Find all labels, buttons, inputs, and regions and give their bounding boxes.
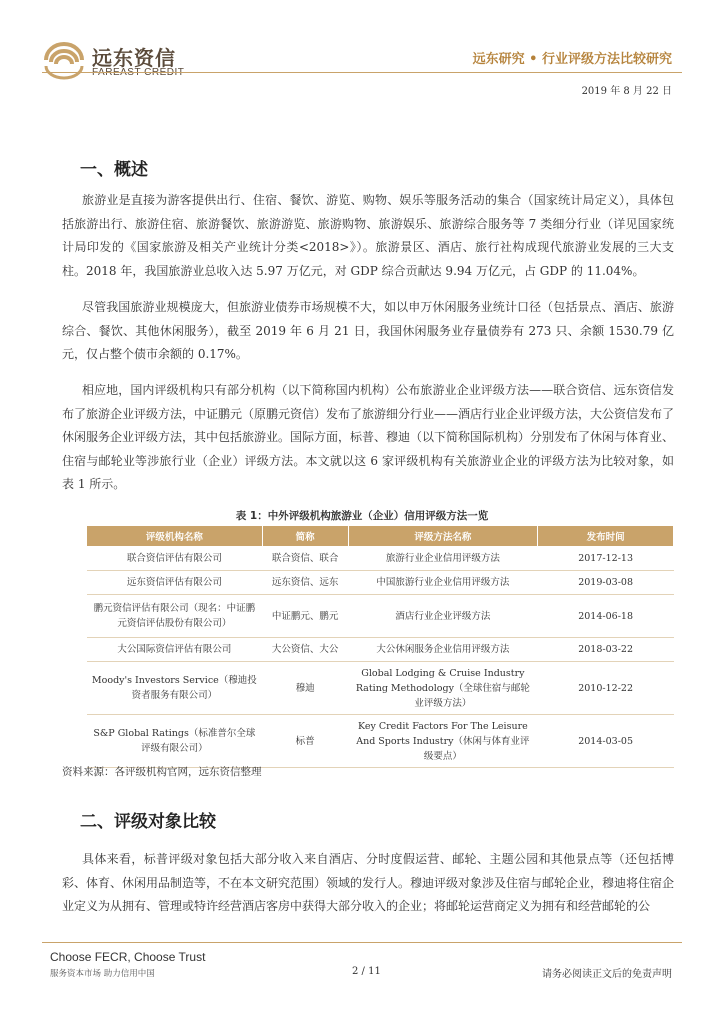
table-cell: 穆迪: [262, 662, 348, 715]
paragraph: 具体来看，标普评级对象包括大部分收入来自酒店、分时度假运营、邮轮、主题公园和其他景点等（还包括博彩、体育、休闲用品制造等，不在本文研究范围）领域的发行人。穆迪评级对象涉及住宿与邮轮企业，穆迪将住宿企业定义为从拥有、管理或特许经营酒店客房中获得大部分收入的企业；将邮轮运营商定义为拥有和经营邮轮的公: [62, 852, 675, 913]
paragraph: 尽管我国旅游业规模庞大，但旅游业债券市场规模不大，如以申万休闲服务业统计口径（包括景点、酒店、旅游综合、餐饮、其他休闲服务），截至 2019 年 6 月 21 日，我国休闲服务业存量债券有 273 只、余额 1530.79 亿元，仅占整个债市余额的 0.17%。: [62, 300, 674, 361]
table-cell: 2019-03-08: [538, 571, 674, 595]
table-cell: 2014-03-05: [538, 715, 674, 768]
page-number: 2 / 11: [352, 966, 381, 977]
section-heading-overview: 一、概述: [80, 160, 148, 180]
table-caption: 表 1：中外评级机构旅游业（企业）信用评级方法一览: [235, 510, 489, 522]
footer-divider: [42, 942, 682, 943]
table-cell: 鹏元资信评估有限公司（现名：中证鹏元资信评估股份有限公司）: [87, 595, 263, 638]
column-header: 评级机构名称: [87, 526, 263, 547]
table-cell: 2010-12-22: [538, 662, 674, 715]
paragraph: 相应地，国内评级机构只有部分机构（以下简称国内机构）公布旅游业企业评级方法——联合资信、远东资信发布了旅游企业评级方法，中证鹏元（原鹏元资信）发布了旅游细分行业——酒店行业企业评级方法，大公资信发布了休闲服务企业评级方法，其中包括旅游业。国际方面，标普、穆迪（以下简称国际机构）分别发布了休闲与体育业、住宿与邮轮业等涉旅行业（企业）评级方法。本文就以这 6 家评级机构有关旅游业企业的评级方法为比较对象，如表 1 所示。: [62, 383, 675, 491]
table-cell: Key Credit Factors For The Leisure And Sports Industry（休闲与体育业评级要点）: [348, 715, 538, 768]
footer-subslogan: 服务资本市场 助力信用中国: [50, 969, 155, 979]
header-divider: [42, 72, 682, 73]
section-heading-rating-objects: 二、评级对象比较: [80, 812, 216, 832]
footer-slogan: Choose FECR, Choose Trust: [50, 950, 206, 964]
table-cell: 酒店行业企业评级方法: [348, 595, 538, 638]
table-cell: Moody's Investors Service（穆迪投资者服务有限公司）: [87, 662, 263, 715]
table-cell: 大公国际资信评估有限公司: [87, 638, 263, 662]
table-cell: 远东资信、远东: [262, 571, 348, 595]
table-cell: 中国旅游行业企业信用评级方法: [348, 571, 538, 595]
table-cell: 远东资信评估有限公司: [87, 571, 263, 595]
table-row: [87, 595, 674, 638]
table-cell: 大公休闲服务企业信用评级方法: [348, 638, 538, 662]
table-cell: 大公资信、大公: [262, 638, 348, 662]
table-cell: 联合资信、联合: [262, 547, 348, 571]
rating-methods-table: [86, 525, 674, 768]
table-row: [87, 662, 674, 715]
table-row: [87, 715, 674, 768]
table-cell: 中证鹏元、鹏元: [262, 595, 348, 638]
table-cell: 标普: [262, 715, 348, 768]
report-series-title: 远东研究 • 行业评级方法比较研究: [472, 52, 672, 67]
logo-mark-icon: [42, 40, 86, 80]
table-cell: 2017-12-13: [538, 547, 674, 571]
table-cell: Global Lodging & Cruise Industry Rating Methodology（全球住宿与邮轮业评级方法）: [348, 662, 538, 715]
disclaimer-note: 请务必阅读正文后的免责声明: [542, 969, 672, 980]
paragraph: 旅游业是直接为游客提供出行、住宿、餐饮、游览、购物、娱乐等服务活动的集合（国家统计局定义），具体包括旅游出行、旅游住宿、旅游餐饮、旅游游览、旅游购物、旅游娱乐、旅游综合服务等 7 类细分行业（详见国家统计局印发的《国家旅游及相关产业统计分类<2018>》）。旅游景区、酒店、旅行社构成现代旅游业发展的三大支柱。2018 年，我国旅游业总收入达 5.97 万亿元，对 GDP 综合贡献达 9.94 万亿元，占 GDP 的 11.04%。: [62, 193, 674, 278]
column-header: 发布时间: [538, 526, 674, 547]
table-cell: 2018-03-22: [538, 638, 674, 662]
column-header: 简称: [262, 526, 348, 547]
table-row: [87, 547, 674, 571]
table-cell: S&P Global Ratings（标准普尔全球评级有限公司）: [87, 715, 263, 768]
report-date: 2019 年 8 月 22 日: [581, 86, 672, 97]
table-source-note: 资料来源：各评级机构官网，远东资信整理: [62, 766, 262, 778]
company-logo: [42, 40, 192, 80]
table-row: [87, 571, 674, 595]
table-header-row: [87, 526, 674, 547]
table-cell: 联合资信评估有限公司: [87, 547, 263, 571]
table-cell: 旅游行业企业信用评级方法: [348, 547, 538, 571]
logo-chinese-name: 远东资信: [92, 46, 176, 70]
table-cell: 2014-06-18: [538, 595, 674, 638]
table-row: [87, 638, 674, 662]
column-header: 评级方法名称: [348, 526, 538, 547]
